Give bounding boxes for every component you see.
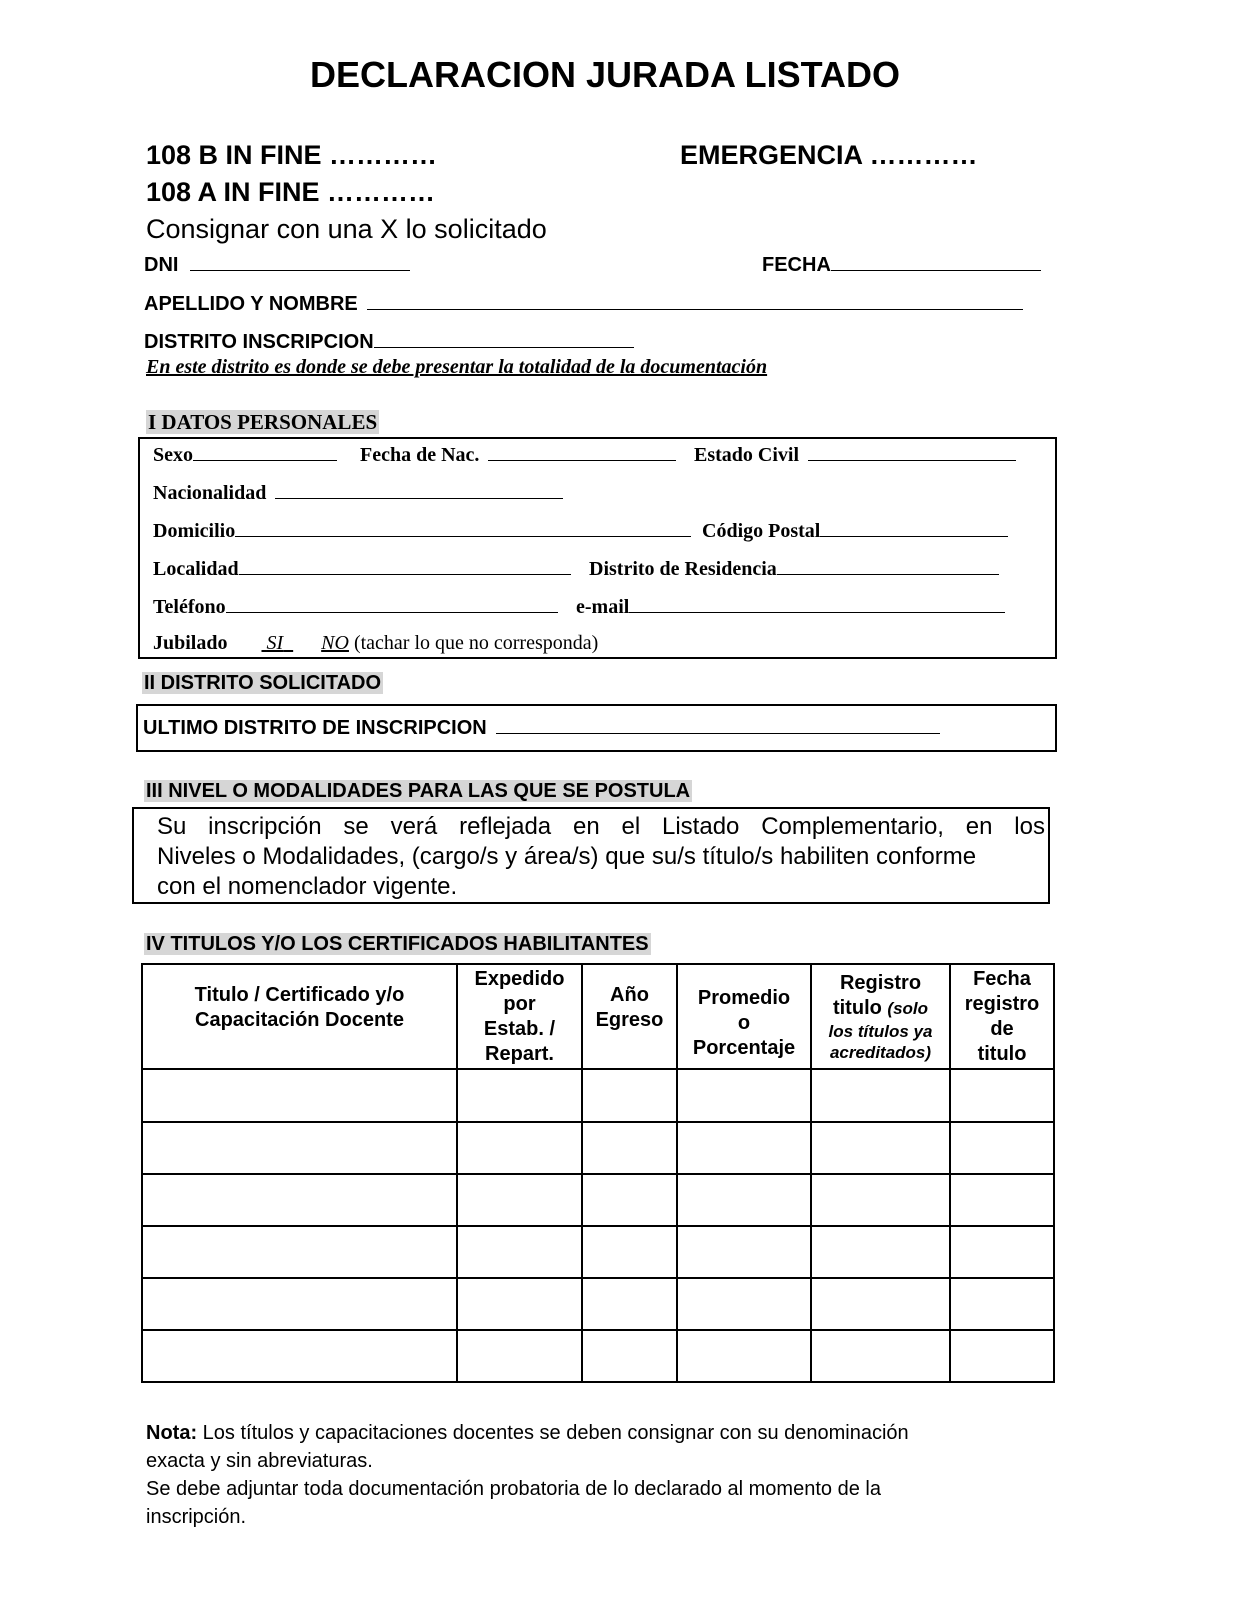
table-cell[interactable]: [582, 1122, 677, 1174]
table-cell[interactable]: [582, 1278, 677, 1330]
fecha-field: [762, 252, 1041, 277]
estado-civil-line[interactable]: [808, 442, 1016, 461]
telefono-label: Teléfono: [153, 596, 226, 618]
row-distrito-residencia: [589, 556, 999, 581]
option-108b: 108 B IN FINE …………: [146, 140, 438, 170]
email-label: e-mail: [576, 596, 630, 618]
table-row: [142, 1226, 1054, 1278]
fecha-nac-label: Fecha de Nac.: [360, 444, 480, 466]
table-cell[interactable]: [811, 1174, 950, 1226]
distrito-note: En este distrito es donde se debe presentar la totalidad de la documentación: [146, 356, 768, 378]
table-row: [142, 1330, 1054, 1382]
dni-line[interactable]: [190, 252, 410, 271]
nota-text-2: exacta y sin abreviaturas.: [146, 1450, 373, 1472]
option-emergencia: EMERGENCIA …………: [680, 140, 978, 170]
row-estado-civil: [694, 442, 1016, 467]
localidad-label: Localidad: [153, 558, 239, 580]
ultimo-distrito-line[interactable]: [496, 715, 940, 734]
section1-title-text: I DATOS PERSONALES: [148, 410, 378, 434]
tachar-note: (tachar lo que no corresponda): [353, 632, 599, 654]
niveles-line-2: Niveles o Modalidades, (cargo/s y área/s) que su/s título/s habiliten conforme: [157, 843, 977, 870]
niveles-text: [157, 812, 1045, 902]
nacionalidad-line[interactable]: [275, 480, 563, 499]
nota-text-4: inscripción.: [146, 1506, 247, 1528]
table-cell[interactable]: [811, 1330, 950, 1382]
distrito-residencia-label: Distrito de Residencia: [589, 558, 777, 580]
table-cell[interactable]: [811, 1278, 950, 1330]
row-codigo-postal: [702, 518, 1008, 543]
table-cell[interactable]: [677, 1069, 811, 1122]
table-row: [142, 1122, 1054, 1174]
table-cell[interactable]: [457, 1122, 582, 1174]
dni-field: [144, 252, 410, 277]
table-cell[interactable]: [677, 1122, 811, 1174]
row-email: [576, 594, 1005, 619]
page-title: DECLARACION JURADA LISTADO: [310, 54, 900, 95]
table-cell[interactable]: [677, 1330, 811, 1382]
nota-block: [146, 1419, 909, 1531]
table-cell[interactable]: [142, 1122, 457, 1174]
sexo-line[interactable]: [193, 442, 337, 461]
table-cell[interactable]: [457, 1174, 582, 1226]
dni-label: DNI: [144, 254, 179, 276]
option-108a: 108 A IN FINE …………: [146, 177, 436, 207]
distrito-line[interactable]: [374, 329, 634, 348]
table-cell[interactable]: [582, 1330, 677, 1382]
nota-text-3: Se debe adjuntar toda documentación probatoria de lo declarado al momento de la: [146, 1478, 881, 1500]
row-jubilado: [153, 632, 598, 655]
table-cell[interactable]: [582, 1174, 677, 1226]
row-nacionalidad: [153, 480, 563, 505]
domicilio-line[interactable]: [235, 518, 691, 537]
telefono-line[interactable]: [226, 594, 558, 613]
section4-title: [144, 933, 651, 956]
section1-title: [146, 410, 379, 435]
apellido-field: [144, 291, 1023, 316]
row-fecha-nac: [360, 442, 676, 467]
row-localidad: [153, 556, 571, 581]
jubilado-label: Jubilado: [153, 632, 228, 654]
localidad-line[interactable]: [239, 556, 571, 575]
email-line[interactable]: [629, 594, 1005, 613]
table-cell[interactable]: [142, 1069, 457, 1122]
table-cell[interactable]: [582, 1226, 677, 1278]
table-cell[interactable]: [142, 1330, 457, 1382]
table-header-row: [142, 964, 1054, 1069]
datos-personales-box: [138, 437, 1057, 659]
table-cell[interactable]: [677, 1226, 811, 1278]
niveles-line-1: Su inscripción se verá reflejada en el Listado Complementario, en los: [157, 813, 1045, 840]
jubilado-no[interactable]: NO: [321, 632, 349, 654]
fecha-line[interactable]: [831, 252, 1041, 271]
col-titulo: Titulo / Certificado y/o Capacitación Docente: [142, 964, 457, 1069]
section3-title-text: III NIVEL O MODALIDADES PARA LAS QUE SE POSTULA: [146, 780, 691, 802]
col-registro: Registro titulo (solo los títulos ya acreditados): [811, 964, 950, 1069]
table-cell[interactable]: [677, 1278, 811, 1330]
table-cell[interactable]: [811, 1226, 950, 1278]
table-cell[interactable]: [950, 1330, 1054, 1382]
table-cell[interactable]: [457, 1226, 582, 1278]
nota-text-1: Los títulos y capacitaciones docentes se deben consignar con su denominación: [197, 1422, 909, 1444]
codigo-postal-line[interactable]: [820, 518, 1008, 537]
ultimo-distrito-field: [143, 715, 940, 740]
estado-civil-label: Estado Civil: [694, 444, 800, 466]
table-cell[interactable]: [142, 1174, 457, 1226]
apellido-label: APELLIDO Y NOMBRE: [144, 293, 358, 315]
distrito-field: [144, 329, 634, 354]
table-cell[interactable]: [950, 1278, 1054, 1330]
table-cell[interactable]: [950, 1069, 1054, 1122]
table-cell[interactable]: [950, 1174, 1054, 1226]
table-cell[interactable]: [811, 1122, 950, 1174]
jubilado-si[interactable]: SI: [266, 632, 284, 654]
nacionalidad-label: Nacionalidad: [153, 482, 267, 504]
col-anio: Año Egreso: [582, 964, 677, 1069]
table-row: [142, 1069, 1054, 1122]
section4-title-text: IV TITULOS Y/O LOS CERTIFICADOS HABILITANTES: [146, 933, 649, 955]
table-row: [142, 1174, 1054, 1226]
section2-title: [142, 672, 383, 695]
table-cell[interactable]: [142, 1278, 457, 1330]
col-promedio: Promedio o Porcentaje: [677, 964, 811, 1069]
ultimo-distrito-label: ULTIMO DISTRITO DE INSCRIPCION: [143, 717, 487, 739]
nota-label: Nota:: [146, 1422, 198, 1444]
niveles-line-3: con el nomenclador vigente.: [157, 873, 458, 900]
table-row: [142, 1278, 1054, 1330]
row-telefono: [153, 594, 558, 619]
table-cell[interactable]: [950, 1122, 1054, 1174]
table-cell[interactable]: [950, 1226, 1054, 1278]
row-domicilio: [153, 518, 691, 543]
row-sexo: [153, 442, 337, 467]
distrito-residencia-line[interactable]: [777, 556, 999, 575]
table-cell[interactable]: [811, 1069, 950, 1122]
titulos-table: [141, 963, 1055, 1383]
section2-title-text: II DISTRITO SOLICITADO: [144, 672, 382, 694]
table-cell[interactable]: [142, 1226, 457, 1278]
fecha-label: FECHA: [762, 254, 831, 276]
col-expedido: Expedido por Estab. / Repart.: [457, 964, 582, 1069]
domicilio-label: Domicilio: [153, 520, 236, 542]
sexo-label: Sexo: [153, 444, 193, 466]
table-cell[interactable]: [457, 1330, 582, 1382]
fecha-nac-line[interactable]: [488, 442, 676, 461]
section3-title: [144, 780, 692, 803]
table-cell[interactable]: [457, 1069, 582, 1122]
codigo-postal-label: Código Postal: [702, 520, 821, 542]
col-fecha-registro: Fecha registro de titulo: [950, 964, 1054, 1069]
instruction-text: Consignar con una X lo solicitado: [146, 214, 547, 244]
table-cell[interactable]: [677, 1174, 811, 1226]
table-cell[interactable]: [582, 1069, 677, 1122]
table-cell[interactable]: [457, 1278, 582, 1330]
apellido-line[interactable]: [367, 291, 1023, 310]
distrito-label: DISTRITO INSCRIPCION: [144, 331, 374, 353]
